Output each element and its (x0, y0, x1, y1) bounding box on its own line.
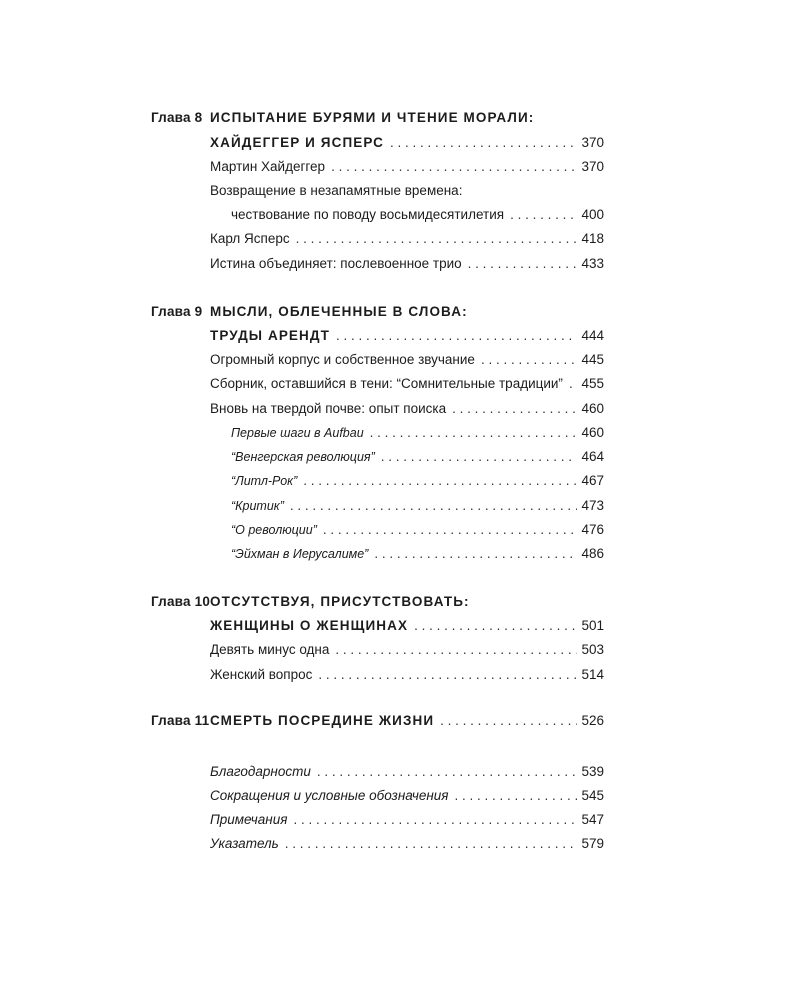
entry-title: Истина объединяет: послевоенное трио (210, 256, 462, 271)
toc-entry[interactable] (0, 350, 800, 370)
entry-title: Вновь на твердой почве: опыт поиска (210, 401, 447, 416)
page-number: 547 (581, 812, 604, 827)
toc-entry[interactable] (0, 205, 800, 225)
toc-entry[interactable] (0, 471, 800, 491)
toc-entry[interactable] (0, 544, 800, 564)
page-number: 503 (581, 642, 604, 657)
entry-title: “Венгерская революция” (231, 450, 375, 464)
page-number: 579 (581, 836, 604, 851)
chapter-11-heading[interactable] (0, 711, 800, 731)
toc-entry[interactable] (0, 520, 800, 540)
page-number: 464 (581, 449, 604, 464)
page-number: 467 (581, 473, 604, 488)
back-matter-entry[interactable] (0, 786, 800, 806)
chapter-8-heading (0, 108, 800, 128)
chapter-title-cont: ТРУДЫ АРЕНДТ (210, 328, 330, 343)
toc-entry[interactable] (0, 326, 800, 346)
entry-title: Сокращения и условные обозначения (210, 788, 449, 803)
page-number: 445 (581, 352, 604, 367)
entry-title: Возвращение в незапамятные времена: (210, 183, 463, 198)
page-number: 486 (581, 546, 604, 561)
toc-entry[interactable] (0, 399, 800, 419)
back-matter-entry[interactable] (0, 762, 800, 782)
chapter-label: Глава 9 (151, 304, 203, 319)
page-number: 539 (581, 764, 604, 779)
page-number: 418 (581, 231, 604, 246)
entry-title: Женский вопрос (210, 667, 313, 682)
page-number: 400 (581, 207, 604, 222)
page-number: 433 (581, 256, 604, 271)
chapter-title: СМЕРТЬ ПОСРЕДИНЕ ЖИЗНИ (210, 713, 435, 728)
page-number: 514 (581, 667, 604, 682)
page-number: 526 (581, 713, 604, 728)
entry-title: Указатель (210, 836, 279, 851)
toc-entry (0, 181, 800, 201)
page-number: 460 (581, 401, 604, 416)
chapter-10-heading (0, 592, 800, 612)
toc-entry[interactable] (0, 496, 800, 516)
page-number: 370 (581, 135, 604, 150)
entry-title: Мартин Хайдеггер (210, 159, 326, 174)
toc-entry[interactable] (0, 133, 800, 153)
page-number: 501 (581, 618, 604, 633)
page-number: 460 (581, 425, 604, 440)
entry-title: “Эйхман в Иерусалиме” (231, 547, 369, 561)
page-number: 455 (581, 376, 604, 391)
entry-title: Карл Ясперс (210, 231, 290, 246)
page-number: 370 (581, 159, 604, 174)
entry-title: Благодарности (210, 764, 311, 779)
toc-entry[interactable] (0, 157, 800, 177)
toc-entry[interactable] (0, 254, 800, 274)
back-matter-entry[interactable] (0, 810, 800, 830)
entry-title: “Критик” (231, 499, 284, 513)
toc-entry[interactable] (0, 665, 800, 685)
chapter-label: Глава 11 (151, 713, 210, 728)
toc-entry[interactable] (0, 447, 800, 467)
page-number: 473 (581, 498, 604, 513)
page-number: 476 (581, 522, 604, 537)
back-matter-entry[interactable] (0, 834, 800, 854)
toc-entry[interactable] (0, 616, 800, 636)
chapter-title-cont: ХАЙДЕГГЕР И ЯСПЕРС (210, 135, 384, 150)
entry-title: “Литл-Рок” (231, 474, 298, 488)
page-number: 545 (581, 788, 604, 803)
toc-entry[interactable] (0, 229, 800, 249)
chapter-title: МЫСЛИ, ОБЛЕЧЕННЫЕ В СЛОВА: (210, 304, 468, 319)
toc-entry[interactable] (0, 423, 800, 443)
entry-title: Девять минус одна (210, 642, 330, 657)
chapter-label: Глава 8 (151, 110, 203, 125)
chapter-9-heading (0, 302, 800, 322)
chapter-title: ОТСУТСТВУЯ, ПРИСУТСТВОВАТЬ: (210, 594, 470, 609)
chapter-title-cont: ЖЕНЩИНЫ О ЖЕНЩИНАХ (210, 618, 409, 633)
entry-title: “О революции” (231, 523, 317, 537)
chapter-label: Глава 10 (151, 594, 211, 609)
entry-title: чествование по поводу восьмидесятилетия (231, 207, 505, 222)
page-number: 444 (581, 328, 604, 343)
toc-entry[interactable] (0, 374, 800, 394)
entry-title: Примечания (210, 812, 288, 827)
chapter-title: ИСПЫТАНИЕ БУРЯМИ И ЧТЕНИЕ МОРАЛИ: (210, 110, 535, 125)
toc-entry[interactable] (0, 640, 800, 660)
entry-title: Огромный корпус и собственное звучание (210, 352, 475, 367)
entry-title: Сборник, оставшийся в тени: “Сомнительные традиции” (210, 376, 563, 391)
entry-title: Первые шаги в Aufbau (231, 426, 364, 440)
